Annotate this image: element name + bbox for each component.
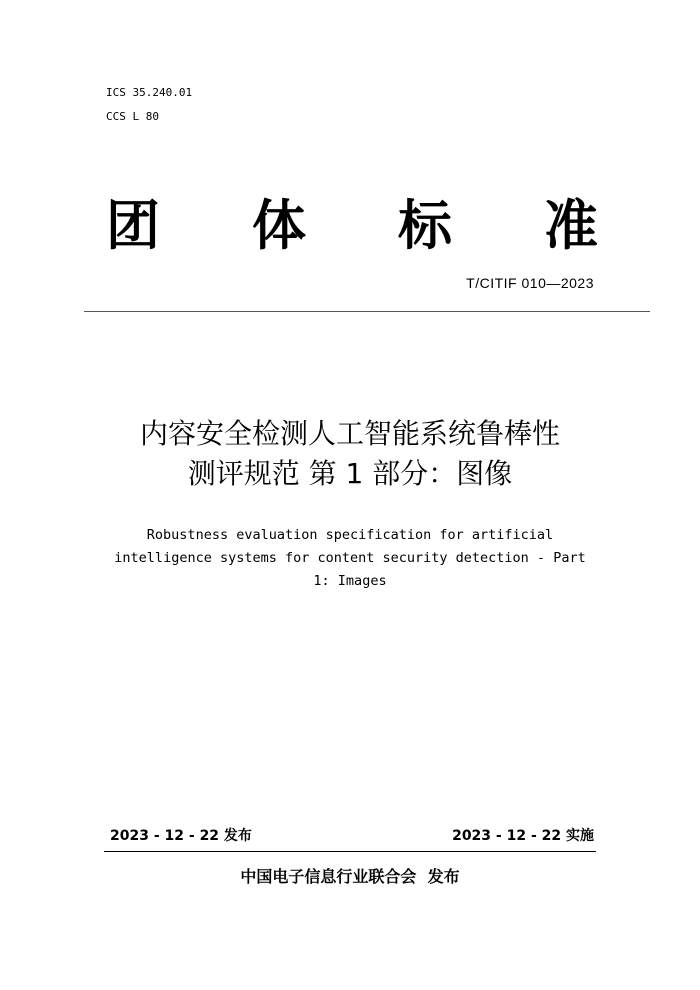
ics-code: ICS 35.240.01 bbox=[106, 86, 193, 99]
english-title-line: 1: Images bbox=[313, 573, 387, 589]
chinese-title-line: 内容安全检测人工智能系统鲁棒性 bbox=[139, 417, 560, 450]
chinese-title bbox=[60, 414, 640, 494]
standard-type-char: 标 bbox=[398, 193, 452, 257]
english-title-line: Robustness evaluation specification for artificial bbox=[146, 527, 554, 543]
standard-type-char: 准 bbox=[544, 193, 598, 257]
english-title bbox=[80, 524, 620, 593]
publisher: 中国电子信息行业联合会 发布 bbox=[240, 867, 460, 886]
english-title-line: intelligence systems for content security detection - Part bbox=[114, 550, 586, 566]
chinese-title-line: 测评规范 第 1 部分：图像 bbox=[187, 457, 513, 490]
ccs-code: CCS L 80 bbox=[106, 110, 159, 123]
implement-date: 2023 - 12 - 22 实施 bbox=[452, 828, 594, 844]
publish-date: 2023 - 12 - 22 发布 bbox=[110, 828, 252, 844]
footer-divider bbox=[104, 851, 596, 852]
standard-code: T/CITIF 010—2023 bbox=[466, 275, 594, 291]
standard-type-char: 体 bbox=[252, 193, 306, 257]
standard-type-char: 团 bbox=[106, 193, 160, 257]
standard-type-heading bbox=[106, 190, 596, 260]
header-divider bbox=[84, 311, 650, 312]
